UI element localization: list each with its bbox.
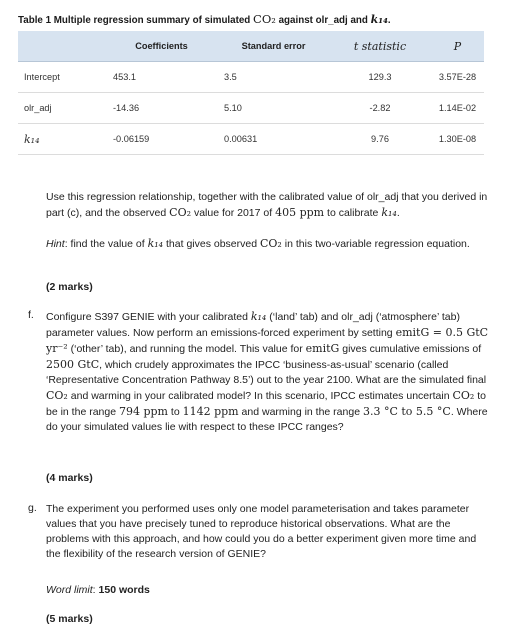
p-value-cell: 1.30E-08 xyxy=(431,124,484,155)
co2-symbol: CO₂ xyxy=(260,237,282,250)
co2-range-high: 1142 ppm xyxy=(182,405,239,418)
cumulative-emissions: 2500 GtC xyxy=(46,358,100,371)
hint-label: Hint xyxy=(46,238,65,250)
emitg-equation: emitG = 0.5 GtC yr⁻² xyxy=(46,326,489,355)
p-value-cell: 1.14E-02 xyxy=(431,93,484,124)
part-f-paragraph: Configure S397 GENIE with your calibrated k₁₄ (‘land’ tab) and olr_adj (‘atmosphere’ tab) parameter values. Now perform an emissions-forced experiment by setting emitG = 0.5 GtC yr⁻² (‘other’ tab), and running the model. This value for emitG gives cumulative emissions of 2500 GtC, which crudely approximates the IPCC ‘business-as-usual’ scenario (called ‘Representative Concentration Pathway 8.5’) out to the year 2100. What are the simulated final CO₂ and warming in your calibrated model? In this scenario, IPCC estimates uncertain CO₂ to be in the range 794 ppm to 1142 ppm and warming in the range 3.3 °C to 5.5 °C. Where do your simulated values lie with respect to these IPCC ranges? xyxy=(46,310,489,433)
standard-error-cell: 3.5 xyxy=(218,62,329,93)
k14-symbol: k₁₄ xyxy=(250,310,267,323)
table-row xyxy=(18,93,484,124)
co2-symbol: CO₂ xyxy=(169,206,192,219)
row-label: k₁₄ xyxy=(18,124,105,155)
coefficient-cell: 453.1 xyxy=(105,62,218,93)
k14-symbol: k₁₄ xyxy=(381,206,397,219)
co2-symbol: CO₂ xyxy=(253,12,276,26)
part-g-paragraph: The experiment you performed uses only one model parameterisation and takes parameter values that you have precisely tuned to reproduce historical observations. What are the problems with this approach, and how could you do a better experiment given more time and the flexibility of the research version of GENIE? xyxy=(46,503,477,560)
standard-error-cell: 5.10 xyxy=(218,93,329,124)
header-t-statistic: t statistic xyxy=(329,31,431,62)
row-label: olr_adj xyxy=(18,93,105,124)
k14-symbol: k₁₄ xyxy=(147,237,164,250)
warming-range: 3.3 °C to 5.5 °C xyxy=(362,405,451,418)
co2-symbol: CO₂ xyxy=(452,389,475,402)
coefficient-cell: -0.06159 xyxy=(105,124,218,155)
word-limit-value: 150 words xyxy=(98,584,150,596)
instruction-paragraph: Use this regression relationship, together with the calibrated value of olr_adj that you derived in part (c), and the observed CO₂ value for 2017 of 405 ppm to calibrate k₁₄. xyxy=(46,191,488,219)
k14-symbol: k₁₄ xyxy=(370,13,388,26)
table-row xyxy=(18,124,484,155)
standard-error-cell: 0.00631 xyxy=(218,124,329,155)
marks-f: (4 marks) xyxy=(46,472,93,484)
header-standard-error: Standard error xyxy=(218,31,329,62)
header-p: P xyxy=(431,31,484,62)
word-limit-label: Word limit xyxy=(46,584,93,596)
hint-paragraph: Hint: find the value of k₁₄ that gives observed CO₂ in this two-variable regression equation. xyxy=(46,237,470,250)
header-coefficients: Coefficients xyxy=(105,31,218,62)
regression-table xyxy=(18,31,484,155)
t-statistic-cell: -2.82 xyxy=(329,93,431,124)
table-header-row xyxy=(18,31,484,62)
coefficient-cell: -14.36 xyxy=(105,93,218,124)
t-statistic-cell: 9.76 xyxy=(329,124,431,155)
co2-range-low: 794 ppm xyxy=(118,405,168,418)
co2-symbol: CO₂ xyxy=(46,389,68,402)
caption-text-2: against olr_adj and xyxy=(278,15,368,26)
part-f-label: f. xyxy=(28,309,34,321)
part-g-label: g. xyxy=(28,502,37,514)
table-label: Table 1 xyxy=(18,15,52,26)
table-row xyxy=(18,62,484,93)
ppm-value: 405 ppm xyxy=(275,206,325,219)
word-limit: Word limit: 150 words xyxy=(46,584,150,596)
t-statistic-cell: 129.3 xyxy=(329,62,431,93)
header-blank xyxy=(18,31,105,62)
caption-text-1: Multiple regression summary of simulated xyxy=(53,15,251,26)
table-caption: Table 1 Multiple regression summary of simulated CO₂ against olr_adj and k₁₄. xyxy=(18,12,391,26)
p-value-cell: 3.57E-28 xyxy=(431,62,484,93)
row-label: Intercept xyxy=(18,62,105,93)
marks-g: (5 marks) xyxy=(46,613,93,625)
emitg-symbol: emitG xyxy=(305,342,340,355)
marks-e: (2 marks) xyxy=(46,281,93,293)
